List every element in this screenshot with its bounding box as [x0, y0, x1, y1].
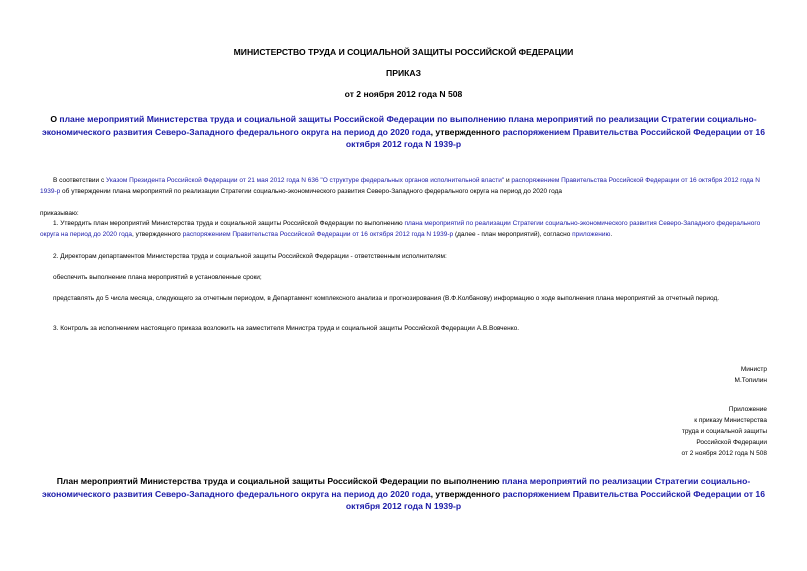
- signature-name: М.Топилин: [734, 377, 767, 384]
- item1-text-3: (далее - план мероприятий), согласно: [453, 231, 573, 238]
- title-link-government-order[interactable]: распоряжением Правительства Российской Федерации от 16 октября 2012 года N 1939-р: [345, 126, 765, 149]
- item1-link-strategy-plan[interactable]: плана мероприятий по реализации Стратегии социально-экономического развития Северо-Западного федерального округа на период до 2020 года: [40, 220, 761, 238]
- title-prefix: О: [50, 114, 60, 124]
- item-2-sub-2: представлять до 5 числа месяца, следующего за отчетным периодом, в Департамент комплексного анализа и прогнозирования (В.Ф.Колбанову) информацию о ходе выполнения плана мероприятий за отчетный период.: [53, 295, 720, 302]
- item1-link-government-order[interactable]: распоряжением Правительства Российской Федерации от 16 октября 2012 года N 1939-р: [182, 231, 454, 238]
- doc-type: ПРИКАЗ: [386, 68, 421, 78]
- appendix-reference: [681, 404, 767, 459]
- item1-text-1: 1. Утвердить план мероприятий Министерства труда и социальной защиты Российской Федерации по выполнению: [53, 220, 405, 227]
- preamble-link-decree[interactable]: Указом Президента Российской Федерации от 21 мая 2012 года N 636 "О структуре федеральных органов исполнительной власти": [106, 177, 505, 184]
- item1-text-4: .: [610, 231, 613, 238]
- appendix-title-link-government-order[interactable]: распоряжением Правительства Российской Федерации от 16 октября 2012 года N 1939-р: [345, 488, 765, 511]
- appendix-ref-line-5: от 2 ноября 2012 года N 508: [681, 450, 767, 457]
- item-1-paragraph: [40, 218, 767, 240]
- preamble-text-3: об утверждении плана мероприятий по реализации Стратегии социально-экономического развития Северо-Западного федерального округа на период до 2020 года: [60, 188, 562, 195]
- appendix-ref-line-2: к приказу Министерства: [694, 417, 767, 424]
- item-2-sub-1: обеспечить выполнение плана мероприятий в установленные сроки;: [53, 274, 262, 281]
- signature-position: Министр: [740, 366, 767, 373]
- appendix-title-link-strategy-plan[interactable]: плана мероприятий по реализации Стратегии социально-экономического развития Северо-Западного федерального округа на период до 2020 года: [42, 476, 751, 499]
- appendix-title-text-2: , утвержденного: [430, 488, 503, 499]
- document-title: [40, 113, 767, 151]
- item-2-intro: 2. Директорам департаментов Министерства труда и социальной защиты Российской Федерации - ответственным исполнителям:: [53, 253, 447, 260]
- preamble-link-order[interactable]: распоряжением Правительства Российской Федерации от 16 октября 2012 года N 1939-р: [40, 177, 760, 195]
- appendix-title: [40, 475, 767, 513]
- title-link-strategy-plan[interactable]: плана мероприятий по реализации Стратегии социально-экономического развития Северо-Западного федерального округа на период до 2020 года: [42, 114, 757, 137]
- appendix-ref-line-1: Приложение: [728, 406, 767, 413]
- item-3-paragraph: 3. Контроль за исполнением настоящего приказа возложить на заместителя Министра труда и социальной защиты Российской Федерации А.В.Вовченко.: [53, 325, 520, 332]
- item1-text-2: , утвержденного: [131, 231, 183, 238]
- appendix-ref-line-3: труда и социальной защиты: [681, 428, 767, 435]
- signature-block: [735, 364, 767, 386]
- preamble-text-1: В соответствии с: [53, 177, 107, 184]
- ministry-header: МИНИСТЕРСТВО ТРУДА И СОЦИАЛЬНОЙ ЗАЩИТЫ РОССИЙСКОЙ ФЕДЕРАЦИИ: [233, 47, 574, 57]
- preamble-paragraph: [40, 175, 767, 197]
- title-link-ministry-plan[interactable]: плане мероприятий Министерства труда и социальной защиты Российской Федерации по выполнению: [59, 114, 507, 124]
- appendix-ref-line-4: Российской Федерации: [696, 439, 767, 446]
- order-word: приказываю:: [40, 210, 79, 217]
- appendix-title-text-1: План мероприятий Министерства труда и социальной защиты Российской Федерации по выполнению: [56, 476, 502, 486]
- preamble-text-2: и: [504, 177, 512, 184]
- title-mid: , утвержденного: [430, 126, 503, 137]
- doc-date-number: от 2 ноября 2012 года N 508: [344, 89, 463, 99]
- item1-link-appendix[interactable]: приложению: [572, 231, 611, 238]
